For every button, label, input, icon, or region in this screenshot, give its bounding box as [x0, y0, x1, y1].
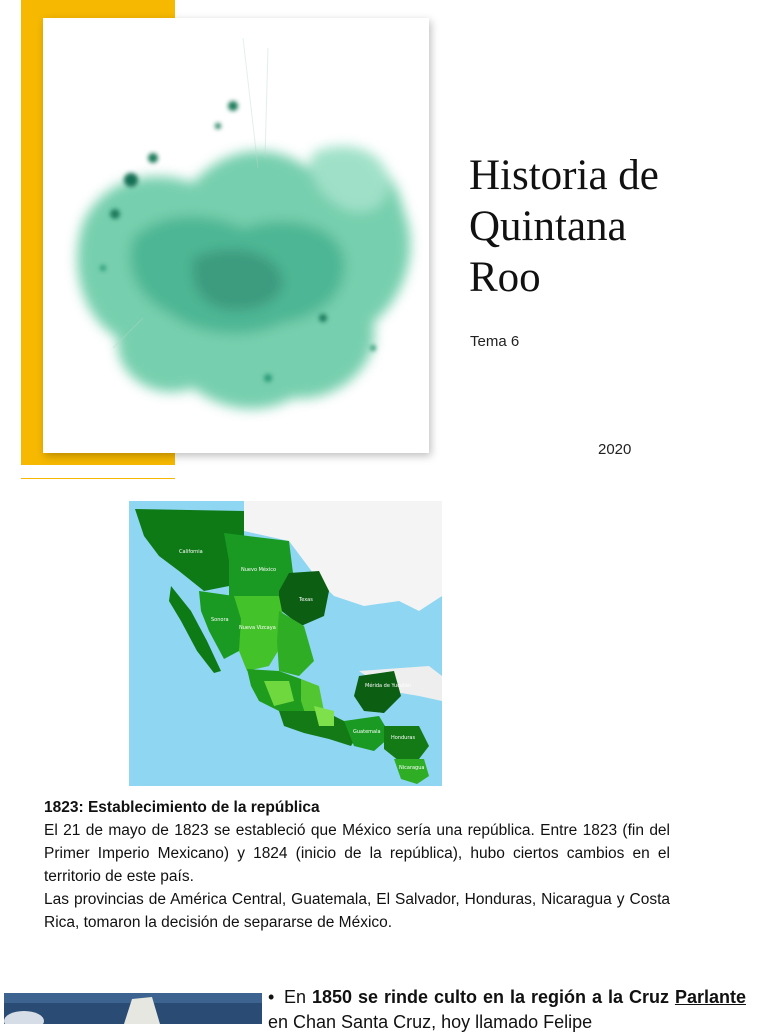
- map-label-texas: Texas: [299, 597, 313, 603]
- watercolor-splash-art: [43, 18, 429, 453]
- monument-photo-image: [4, 993, 262, 1024]
- map-label-nueva-vizcaya: Nueva Vizcaya: [239, 625, 276, 631]
- slide-divider: [21, 478, 175, 479]
- subtitle: Tema 6: [470, 333, 520, 350]
- history-text-block: [44, 796, 670, 934]
- paragraph-2: Las provincias de América Central, Guatemala, El Salvador, Honduras, Nicaragua y Costa Rica, tomaron la decisión de separarse de México.: [44, 891, 670, 931]
- watercolor-splash-image: [43, 18, 429, 453]
- section-heading: 1823: Establecimiento de la república: [44, 799, 320, 816]
- bullet-item: [268, 985, 746, 1035]
- map-label-guatemala: Guatemala: [353, 729, 381, 735]
- map-label-nicaragua: Nicaragua: [399, 765, 425, 771]
- bullet-text-bold: 1850 se rinde culto en la región a la Cruz: [312, 987, 675, 1007]
- title-slide: [0, 0, 768, 480]
- map-label-nuevo-mexico: Nuevo México: [241, 567, 277, 573]
- paragraph-1: El 21 de mayo de 1823 se estableció que México sería una república. Entre 1823 (fin del Primer Imperio Mexicano) y 1824 (inicio de la república), hubo ciertos cambios en el territorio de este país.: [44, 822, 670, 885]
- mexico-1823-map-image: [129, 501, 442, 786]
- presentation-title: [469, 150, 749, 303]
- bullet-text-post: en Chan Santa Cruz, hoy llamado Felipe: [268, 1012, 593, 1032]
- title-line-3: Roo: [469, 254, 541, 301]
- monument-photo-art: [4, 993, 262, 1024]
- bullet-text-pre: En: [284, 987, 312, 1007]
- map-label-california: California: [179, 549, 203, 555]
- bullet-symbol: •: [268, 987, 275, 1007]
- map-label-merida: Mérida de Yucatán: [365, 683, 412, 689]
- map-label-sonora: Sonora: [211, 617, 229, 623]
- bullet-text-underline: Parlante: [674, 987, 746, 1007]
- title-line-2: Quintana: [469, 203, 627, 250]
- title-line-1: Historia de: [469, 152, 659, 199]
- map-art: [129, 501, 442, 786]
- map-label-honduras: Honduras: [391, 735, 416, 741]
- year-label: 2020: [598, 441, 632, 458]
